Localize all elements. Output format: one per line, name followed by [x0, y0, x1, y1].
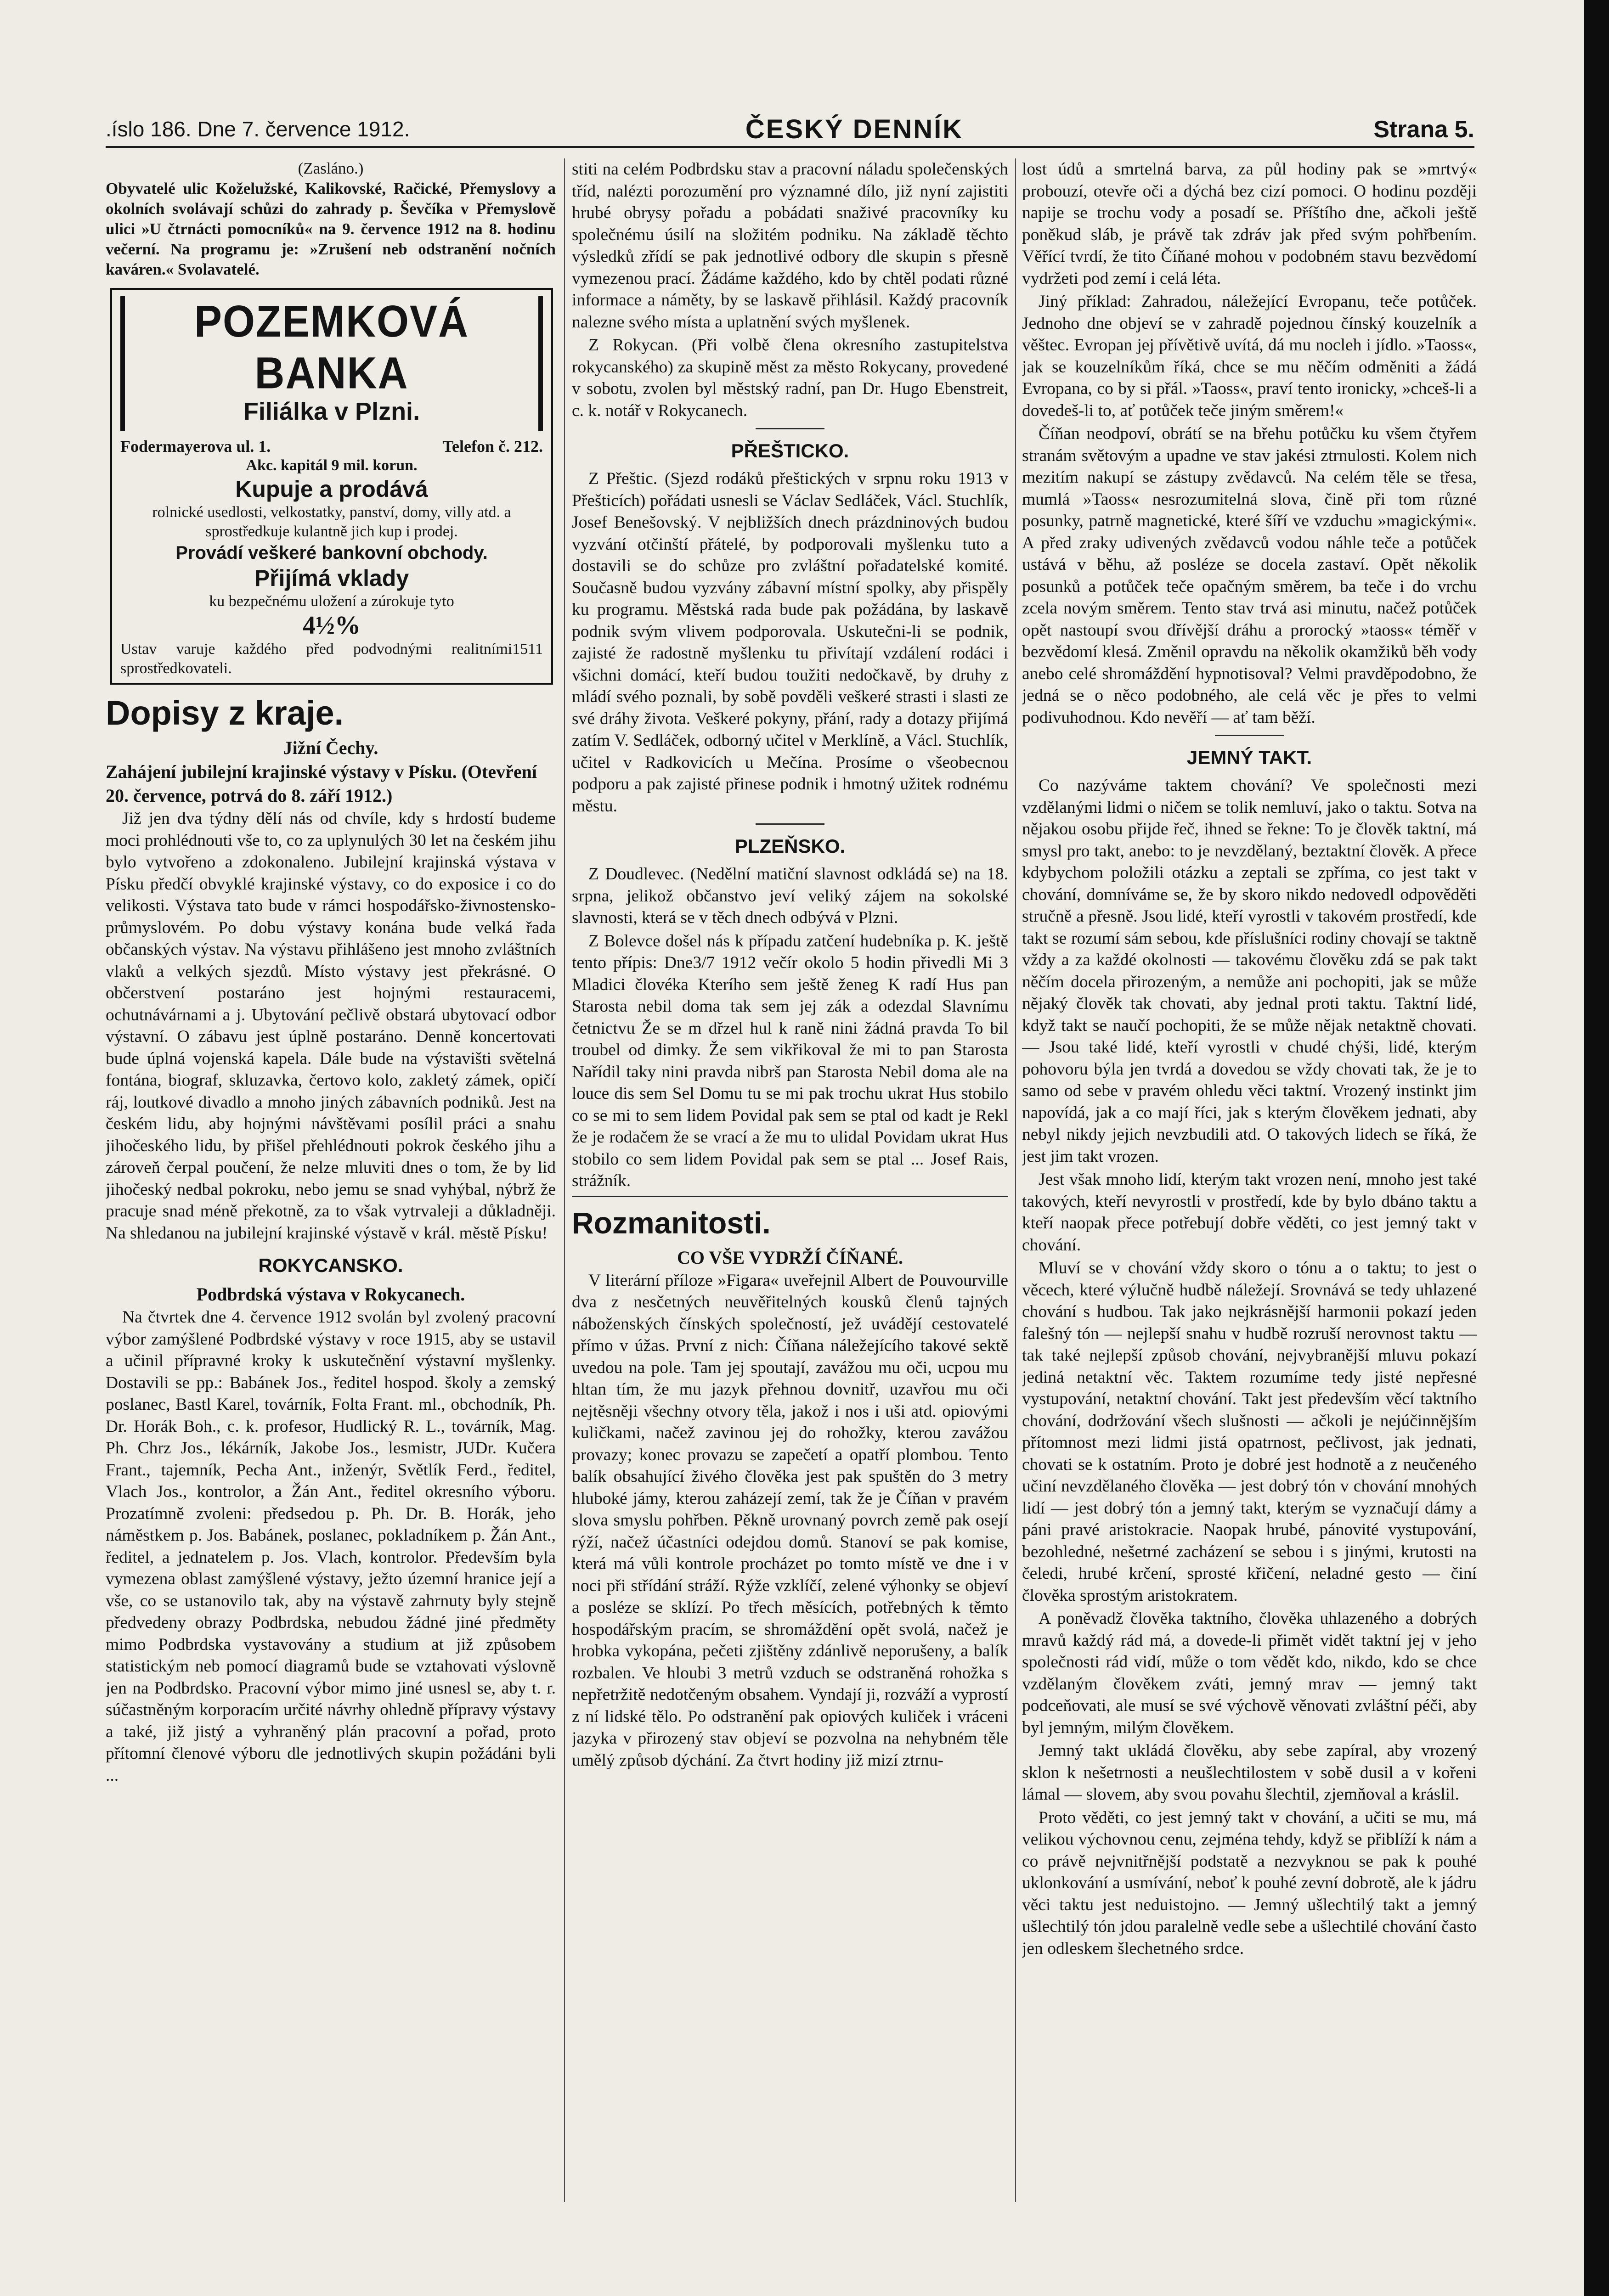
region-heading-presticko: PŘEŠTICKO. [731, 440, 849, 461]
bank-ad-line4: Přijímá vklady [254, 565, 409, 591]
bank-ad-phone: Telefon č. 212. [442, 437, 543, 456]
region-heading-plzensko: PLZEŇSKO. [734, 835, 846, 857]
article-title-podbrdska: Podbrdská výstava v Rokycanech. [196, 1284, 465, 1305]
bank-ad-footer: Ustav varuje každého před podvodnými realitními sprostředkovateli. [120, 641, 513, 677]
bank-ad-line3: Provádí veškeré bankovní obchody. [175, 543, 488, 563]
column-2 [572, 158, 1008, 2243]
region-heading-jizni-cechy: Jižní Čechy. [283, 737, 378, 758]
article-text-jemny-takt-3: Mluví se v chování vždy skoro o tónu a o taktu; to jest o věcech, které výlučně hudbě náležejí. Srovnává se tedy uhlazené chování s hudbou. Tak jako nejkrásnější harmonii pokazí jeden falešný tón — nejlepší snahu v hudbě rozruší nerovnost taktu — tak také nejlepší způsob chování, nejvybranější mluvu pokazí jediná netaktní věc. Taktem rozumíme tedy jisté nepřesné vystupování, netaktní chování. Takt jest především věcí taktního chování, dodržování všech slušnosti — ačkoli je nejúčinnějším přítomnost mezi lidmi jistá opatrnost, pečlivost, jak jednati, chovati se k ostatním. Proto je dobré jest hodnotě a z neučeného učiní nevzdělaného člověka — jest dobrý tón v chování mnohých lidí — jest dobrý tón a jemný takt, kterým se vyznačují dámy a páni pravé aristokracie. Naopak hrubé, pánovité vystupování, bezohledné, nešetrné zacházení se sebou i s jinými, krutosti na čeledi, hrubé krčení, sprosté křičení, neladné gesto — činí člověka sprostým aristokratem. [1022, 1259, 1477, 1605]
column-1 [106, 158, 556, 2243]
column-divider [1015, 158, 1016, 2202]
page-header [106, 109, 1474, 148]
article-text-priklad: Jiný příklad: Zahradou, náležející Evropanu, teče potůček. Jednoho dne objeví se v zahradě pojednou čínský kouzelník a věštec. Evropan jej přívětivě uvítá, dá mu nocleh i jídlo. »Taoss«, jak se kouzelníkům říká, chce se mu něčím odměniti a žádá Evropana, co by si přál. »Taoss«, praví tento ironicky, »chceš-li a dovedeš-li to, ať potůček teče jiným směrem!« [1022, 292, 1477, 420]
divider [756, 823, 824, 825]
article-text-jemny-takt-4: A poněvadž člověka taktního, člověka uhlazeného a dobrých mravů každý rád má, a dovede-li přimět vidět taktní jej v jeho společnosti rád vidí, může o tom vědět kdo, nikdo, kdo se chce vzdělaným člověkem zváti, jemný mrav — jemný takt podceňovati, ale musí se své výchově věnovati zvláštní péči, aby byl jemným, milým člověkem. [1022, 1609, 1477, 1737]
bank-ad-subtitle: Filiálka v Plzni. [243, 398, 420, 425]
article-text-jemny-takt-1: Co nazýváme taktem chování? Ve společnosti mezi vzdělanými lidmi o ničem se tolik nemluví, jako o taktu. Sotva na nějakou osobu přijde řeč, ihned se řekne: To je člověk taktní, má smysl pro takt, anebo: to je nevzdělaný, beztaktní člověk. A přece kdybychom položili otázku a zeptali se zpříma, co jest takt v chování, domníváme se, že by skoro nikdo nedovedl odpověděti stručně a přesně. Jsou lidé, kteří vyrostli v takovém prostředí, kde takt se rozumí sám sebou, kde příslušníci rodiny chovají se taktně vždy a za každé okolnosti — takovému člověku zdá se pak takt něčím docela přirozeným, a nemůže ani pochopiti, jak se může nějaký člověk tak chovati, aby jednal proti taktu. Taktní lidé, když takt se naučí pochopiti, že se může nějak netaktně chovati. — Jsou také lidé, kteří vyrostli v chudé chýši, lidé, kterým pohovoru býla jen tvrdá a dovedou se vždy chovati tak, že je to samo od sebe v pravém ohledu věci taktní. Vrozený instinkt jim napovídá, jak a co mají říci, jak s kterým člověkem jednati, aby nebyl nikdy jejich nevzbudili atd. O takových lidech se říká, že jest jim takt vrozen. [1022, 776, 1477, 1166]
article-text-prestice: Z Přeštic. (Sjezd rodáků přeštických v srpnu roku 1913 v Přešticích) pořádati usnesli se Václav Sedláček, Václ. Stuchlík, Josef Benešovský. V nejbližších dnech prázdninových budou vyzvání otčinští přátelé, by podporovali myšlenku tuto a dostavili se do schůze pro zvláštní pořadatelské komité. Současně budou vyzvány zábavní místní spolky, aby přispěly ku programu. Městská rada bude pak požádána, by laskavě podnik svým vlivem podporovala. Uskutečni-li se podnik, zajisté že radostně myšlenku tu přivítají vzdálení rodáci i všichni domácí, kteří budou toužiti nedočkavě, by druhy z mládí svého poznali, by sobě povděli veškeré strasti i slasti ze své dráhy života. Veškeré pokyny, přání, rady a dotazy přijímá zatím V. Sedláček, odborný učitel v Merklíně, a Václ. Stuchlík, učitel v Radkovicích u Mečína. Prosíme o všeobecnou podporu a pak zajisté přinese podnik i hmotný užitek rodnému městu. [572, 469, 1008, 816]
section-heading-dopisy: Dopisy z kraje. [106, 694, 344, 732]
bank-ad-title: POZEMKOVÁ BANKA [194, 297, 469, 399]
bank-ad-capital: Akc. kapitál 9 mil. korun. [246, 457, 418, 474]
region-heading-rokycansko: ROKYCANSKO. [258, 1255, 403, 1276]
article-title-jemny-takt: JEMNÝ TAKT. [1186, 747, 1312, 768]
bank-ad-banner [120, 296, 543, 431]
article-text-rokycany: Z Rokycan. (Při volbě člena okresního zastupitelstva rokycanského) za skupině měst za město Rokycany, provedené v sobotu, zvolen byl městský radní, pan Dr. Hugo Ebenstreit, c. k. notář v Rokycanech. [572, 336, 1008, 420]
bank-ad-contact [120, 437, 543, 456]
bank-advertisement [110, 288, 553, 685]
divider [1215, 735, 1284, 736]
article-text-jemny-takt-2: Jest však mnoho lidí, kterým takt vrozen není, mnoho jest také takových, kteří nevyrostli v prostředí, kde by bylo dbáno taktu a kteří naopak přece potřebují dobře věděti, co jest jemný takt v chování. [1022, 1170, 1477, 1255]
bank-ad-line5: ku bezpečnému uložení a zúrokuje tyto [209, 593, 454, 610]
article-text-jemny-takt-6: Proto věděti, co jest jemný takt v chování, a učiti se mu, má velikou výchovnou cenu, zejména tehdy, když se přiblíží k nám a co právě nejvnitřnější podstatě a nezvyknou se pak k pouhé uklonkování a usmívání, neboť k pouhé zevní dobrotě, ale k jádru věci taktu jest neduistojno. — Jemný ušlechtilý takt a jemný ušlechtilý tón jdou paralelně vedle sebe a ušlechtilé chování často jen odleskem šlechetného srdce. [1022, 1808, 1477, 1958]
page-number: Strana 5. [1373, 116, 1474, 143]
bank-ad-footer-row [120, 640, 543, 678]
article-text-cinane: V literární příloze »Figara« uveřejnil Albert de Pouvourville dva z nesčetných neuvěřitelných kousků členů tajných náboženských čínských společností, jež uvádějí cestovatelé přímo v úžas. První z nich: Číňana náležejícího takové sektě uvedou na pole. Tam jej spoutají, zavážou mu oči, ucpou mu hltan tím, že mu jazyk přehnou dovnitř, uzavřou mu oči nejtěsněji všechny otvory těla, jakož i nos i uši atd. opiovými kuličkami, načež zavinou jej do rohožky, kterou zavážou provazy; konec provazu se zapečetí a opatří plombou. Tento balík obsahující živého člověka jest pak spuštěn do 3 metry hluboké jámy, kterou zaházejí zemí, tak že je Číňan v pravém slova smyslu pohřben. Pěkně urovnaný povrch země pak osejí rýží, načež účastníci odejdou domů. Stanoví se pak komise, která má vůli kontrole procházet po tomto místě ve dne i v noci při střídání stráží. Rýže vzklíčí, zelené výhonky se objeví a posléze se sklízí. Po třech měsících, potřebných k těmto hospodářským pracím, se shromáždění opět svolá, načež je hrobka vykopána, pečeti zjištěny zdánlivě neporušeny, a balík rozbalen. Ve hloubi 3 metrů vzduch se odstraněná rohožka s nepřetržitě nedotčeným obsahem. Vyndají ji, rozváží a vyprostí z ní lidské tělo. Po odstranění pak opiových kuliček i vráceni jazyka v přirozený stav objeví se pozvolna na nehybném těle umělý způsob dýchání. Za čtvrt hodiny již mizí ztrnu- [572, 1271, 1008, 1770]
article-title-cinane: CO VŠE VYDRŽÍ ČÍŇANÉ. [677, 1247, 903, 1268]
article-text-podbrdska-cont: stiti na celém Podbrdsku stav a pracovní náladu společenských tříd, nalézti porozumění pro významné dílo, již nyní zajistiti hrubé obrysy pořadu a pobádati snaživé pracovníky ku společnému úsilí na složitém podniku. Na základě těchto výsledků zřídí se pak jednotlivé odbory dle skupin s přesně vymezenou prací. Žádáme každého, kdo by chtěl podati různé informace a náměty, by se laskavě přihlásil. Každý pracovník nalezne svého místa a uplatnění svých myšlenek. [572, 160, 1008, 332]
article-text-doudlevce: Z Doudlevec. (Nedělní matiční slavnost odkládá se) na 18. srpna, jelikož občanstvo jeví veliký zájem na sokolské slavnosti, která se v těch dnech odbývá v Plzni. [572, 865, 1008, 927]
bank-ad-line2: rolnické usedlosti, velkostatky, panství, domy, villy atd. a sprostředkuje kulantně jich kup i prodej. [152, 504, 511, 540]
section-heading-rozmanitosti: Rozmanitosti. [572, 1205, 771, 1240]
article-title-pisek: Zahájení jubilejní krajinské výstavy v Písku. (Otevření 20. července, potrvá do 8. září 1912.) [106, 761, 537, 806]
article-text-pisek: Již jen dva týdny dělí nás od chvíle, kdy s hrdostí budeme moci prohlédnouti vše to, co za uplynulých 30 let na českém jihu bylo vytvořeno a zdokonaleno. Jubilejní krajinská výstava v Písku předčí obvyklé krajinské výstavy, co do exposice i co do velikosti. Výstava tato bude v rámci hospodářsko-živnostensko-průmyslovém. Po dobu výstavy konána bude velká řada občanských výstav. Na výstavu přihlášeno jest mnoho zvláštních vlaků a velkých sjezdů. Místo výstavy jest překrásné. O občerstvení postaráno jest hojnými restauracemi, ochutnávárnami a j. Ubytování pečlivě obstará ubytovací odbor výstavní. O zábavu jest úplně postaráno. Denně koncertovati bude úplná vojenská kapela. Dále bude na výstavišti světelná fontána, biograf, skluzavka, čertovo kolo, zakletý zámek, opičí ráj, loutkové divadlo a mnoho jiných zábavních podniků. Jest na českém lidu, aby hojnými návštěvami posílil práci a snahu jihočeského lidu, by přišel přehlédnouti pokrok českého jihu a zároveň čerpal poučení, že nelze mluviti dnes o tom, že by lid jihočeský nedbal pokroku, nebo jemu se snad vyhýbal, nýbrž že pracuje snad méně překotně, za to však vytrvaleji a důkladněji. Na shledanou na jubilejní krajinské výstavě v král. městě Písku! [106, 809, 556, 1243]
masthead-title: ČESKÝ DENNÍK [745, 114, 964, 144]
column-3 [1022, 158, 1477, 2243]
article-text-cinan: Číňan neodpoví, obrátí se na břehu potůčku ku všem čtyřem stranám světovým a upadne ve stav jakési ztrnulosti. Kolem nich mezitím nakupí se zástupy zvědavců. Na celém těle se třesa, mumlá »Taoss« nesrozumitelná slova, čině při tom různé posunky, patrně magnetické, které šíří ve vzduchu »magickými«. A před zraky udivených zvědavců vodou náhle teče a potůček ustává v běhu, až posléze se docela zastaví. Opět několik posunků a potůček teče opačným směrem, ba teče i do vrchu zcela novým směrem. Tento stav trvá asi minutu, načež potůček opět nastoupí svou dřívější dráhu a prorocký »taoss« téměř v bezvědomí klesá. Změnil opravdu na několik okamžiků běh vody anebo celé shromáždění hypnotisoval? Velmi pravděpodobno, že jedná se o něco podobného, ale celá věc je přes to velmi podivuhodnou. Kdo nevěří — ať tam běží. [1022, 424, 1477, 727]
zaslano-notice: Obyvatelé ulic Koželužské, Kalikovské, Račické, Přemyslovy a okolních svolávají schůzi do zahrady p. Ševčíka v Přemyslově ulici »U čtrnácti pomocníků« na 9. července 1912 na 8. hodinu večerní. Na programu je: »Zrušení neb odstranění nočních kaváren.« Svolavatelé. [106, 180, 556, 278]
issue-date: .íslo 186. Dne 7. července 1912. [106, 117, 410, 141]
page-edge-shadow [1584, 0, 1609, 2296]
article-text-jemny-takt-5: Jemný takt ukládá člověku, aby sebe zapíral, aby vrozený sklon k nešetrnosti a neušlechtilostem v sobě dusil a v kořeni lámal — slovem, aby svou povahu šlechtil, zjemňoval a kráslil. [1022, 1741, 1477, 1804]
bank-ad-rate: 4½% [303, 611, 361, 640]
bank-ad-address: Fodermayerova ul. 1. [120, 437, 271, 456]
zaslano-title: (Zasláno.) [298, 159, 364, 177]
divider [572, 1196, 1008, 1197]
article-text-cinane-cont: lost údů a smrtelná barva, za půl hodiny pak se »mrtvý« probouzí, otevře oči a dýchá bez cizí pomoci. O hodinu později napije se trochu vody a posadí se. Příštího dne, ačkoli ještě poněkud sláb, je právě tak zdráv jak před svým pohřbením. Věřící tvrdí, že tito Číňané mohou v podobném stavu bezvědomí vydržeti pod zemí i celá léta. [1022, 160, 1477, 288]
bank-ad-code: 1511 [512, 641, 543, 658]
bank-ad-line1: Kupuje a prodává [235, 476, 428, 502]
divider [756, 428, 824, 429]
article-text-podbrdska: Na čtvrtek dne 4. července 1912 svolán byl zvolený pracovní výbor zamýšlené Podbrdské výstavy v roce 1915, aby se ustavil a učinil přípravné kroky k uskutečnění výstavní myšlenky. Dostavili se pp.: Babánek Jos., ředitel hospod. školy a zemský poslanec, Bastl Karel, továrník, Folta Frant. ml., obchodník, Ph. Dr. Horák Boh., c. k. profesor, Hudlický R. L., továrník, Mag. Ph. Chrz Jos., lékárník, Jakobe Jos., lesmistr, JUDr. Kučera Frant., tajemník, Pecha Ant., inženýr, Světlík Ferd., ředitel, Vlach Jos., kontrolor, a Žán Ant., ředitel okresního výboru. Prozatímně zvoleni: předsedou p. Ph. Dr. B. Horák, jeho náměstkem p. Jos. Babánek, poslanec, pokladníkem p. Žán Ant., ředitel, a jednatelem p. Jos. Vlach, kontrolor. Především byla vymezena oblast zamýšlené výstavy, ježto územní hranice její a vše, co se ustanovilo tak, aby na výstavě zahrnuty byly stejně předvedeny obrazy Podbrdska, nebudou žádné jiné předměty mimo Podbrdska vystavovány a studium at již způsobem statistickým neb pomocí diagramů bude se vztahovati výslovně jen na Podbrdsko. Pracovní výbor mimo jiné usnesl se, aby t. r. súčastněným korporacím určité návrhy ohledně přípravy výstavy a také, již jistý a vyhraněný plán pracovní a pořad, proto přítomní členové výboru dle jednotlivých skupin požádáni byli ... [106, 1308, 556, 1785]
column-divider [564, 158, 565, 2202]
article-text-bolevec: Z Bolevce došel nás k případu zatčení hudebníka p. K. ještě tento přípis: Dne3/7 1912 večír okolo 5 hodin přivedli Mi 3 Mladici človéka Kterího sem ještě ženeg K radí Hus pan Starosta nebil doma tak sem jej zák a odezdal Slavnímu četnictvu Že se m dřzel hul k raně nini žádná pravda To bil troubel od dimky. Že sem vikřikoval že mi to pan Starosta Nařídil taky nini pravda nibrš pan Starosta Nebil doma ale na louce dis sem Sel Domu tu se mi pak trochu ukrat Hus stobilo co se mi to sem lidem Povidal pak sem se ptal od kadt je Rekl že je rodačem že se vrací a že mu to ulidal Povidam ukrat Hus stobilo co sem lidem Povidal pak sem se ptal ... Josef Rais, strážník. [572, 931, 1008, 1190]
